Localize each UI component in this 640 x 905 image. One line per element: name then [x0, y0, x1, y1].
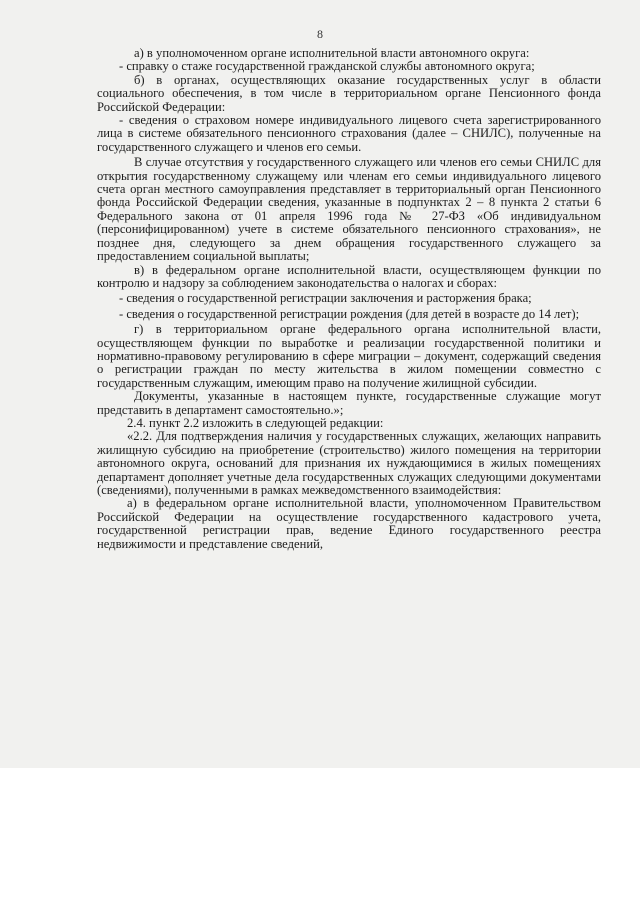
paragraph: - сведения о государственной регистрации заключения и расторжения брака; — [119, 291, 532, 306]
paragraph: «2.2. Для подтверждения наличия у государственных служащих, желающих направить жилищную субсидию на приобретение (строительство) жилого помещения на территории автономного округа, оснований для признания их нуждающимися в жилых помещениях департамент дополняет учетные дела государственных служащих следующими документами (сведениями), полученными в рамках межведомственного взаимодействия: — [97, 429, 601, 497]
paragraph: в) в федеральном органе исполнительной власти, осуществляющем функции по контролю и надзору за соблюдением законодательства о налогах и сборах: — [97, 262, 601, 290]
paragraph: - справку о стаже государственной гражданской службы автономного округа; — [119, 59, 535, 74]
document-body — [97, 47, 601, 551]
paragraph: - сведения о государственной регистрации рождения (для детей в возрасте до 14 лет); — [119, 306, 580, 321]
blank-area — [0, 768, 640, 905]
paragraph: а) в уполномоченном органе исполнительной власти автономного округа: — [134, 46, 530, 60]
paragraph: Документы, указанные в настоящем пункте, государственные служащие могут представить в департамент самостоятельно.»; — [97, 389, 601, 417]
paragraph: В случае отсутствия у государственного служащего или членов его семьи СНИЛС для открытия государственному служащему или членам его семьи индивидуального лицевого счета орган местного самоуправления представляет в территориальный орган Пенсионного фонда Российской Федерации сведения, указанные в подпунктах 2 – 8 пункта 2 статьи 6 Федерального закона от 01 апреля 1996 года № 27-ФЗ «Об индивидуальном (персонифицированном) учете в системе обязательного пенсионного страхования», не позднее дня, следующего за днем обращения государственного служащего за предоставлением социальной выплаты; — [97, 155, 601, 264]
paragraph: г) в территориальном органе федерального органа исполнительной власти, осуществляющем функции по выработке и реализации государственной политики и нормативно-правовому регулированию в сфере миграции – документ, содержащий сведения о регистрации граждан по месту жительства в жилом помещении совместно с государственным служащим, имеющим право на получение жилищной субсидии. — [97, 322, 601, 390]
paragraph: а) в федеральном органе исполнительной власти, уполномоченном Правительством Российской Федерации на осуществление государственного кадастрового учета, государственной регистрации прав, ведение Единого государственного реестра недвижимости и представление сведений, — [97, 496, 601, 551]
paragraph: 2.4. пункт 2.2 изложить в следующей редакции: — [127, 415, 384, 430]
page-number: 8 — [317, 27, 323, 41]
paragraph: б) в органах, осуществляющих оказание государственных услуг в области социального обеспечения, в том числе в территориальном органе Пенсионного фонда Российской Федерации: — [97, 72, 601, 114]
paragraph: - сведения о страховом номере индивидуального лицевого счета зарегистрированного лица в системе обязательного пенсионного страхования (далее – СНИЛС), полученные на государственного служащего и членов его семьи. — [97, 113, 601, 154]
